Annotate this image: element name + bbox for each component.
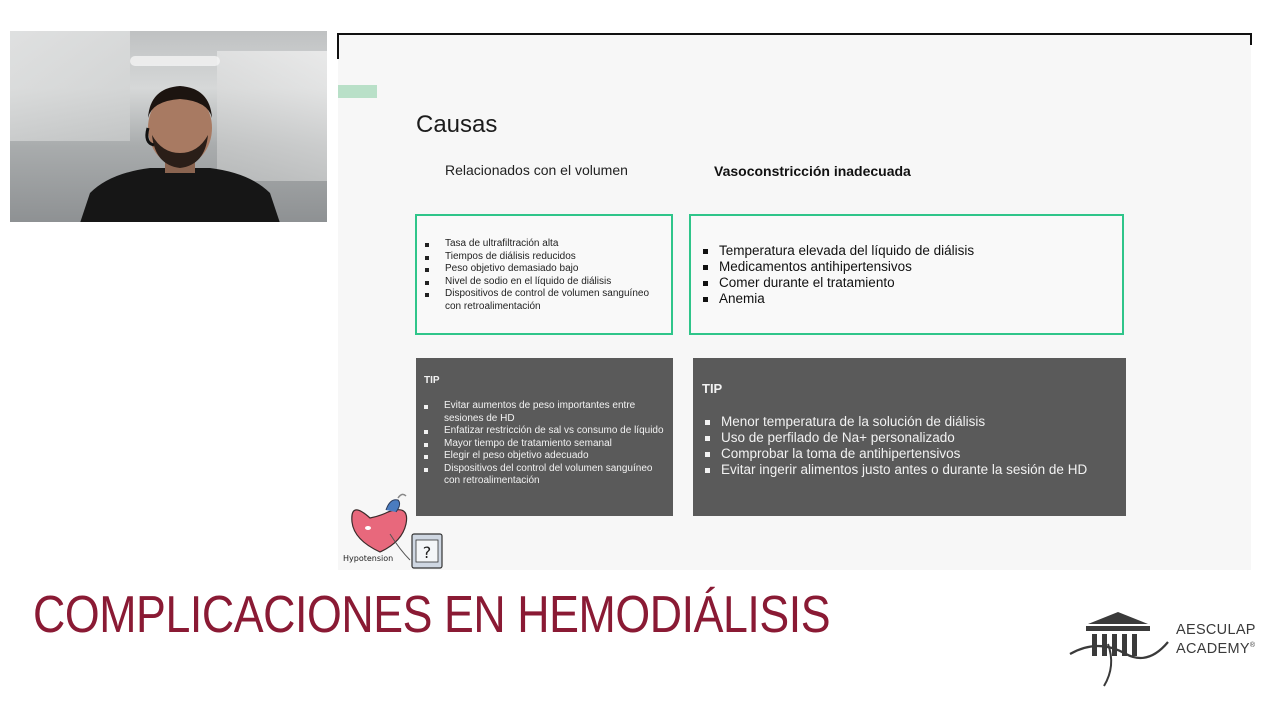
tip-label: TIP [424, 375, 440, 386]
list-item: Enfatizar restricción de sal vs consumo de líquido [416, 425, 666, 438]
list-item: Temperatura elevada del líquido de diálisis [691, 243, 1111, 259]
ceiling-light [130, 56, 220, 66]
logo-line-1: AESCULAP [1176, 622, 1256, 638]
list-item: Evitar ingerir alimentos justo antes o durante la sesión de HD [693, 462, 1118, 478]
vasoconstriction-causes-list [691, 243, 1111, 307]
logo-wordmark [1176, 622, 1256, 657]
volume-causes-list [417, 238, 667, 313]
list-item: Comprobar la toma de antihipertensivos [693, 446, 1118, 462]
webcam-feed [10, 31, 327, 222]
slide-frame-corner [337, 33, 339, 59]
vasoconstriction-heading: Vasoconstricción inadecuada [714, 163, 911, 179]
list-item: Tasa de ultrafiltración alta [417, 238, 667, 251]
slide-accent-tab [338, 85, 377, 98]
list-item: Medicamentos antihipertensivos [691, 259, 1111, 275]
presentation-slide [338, 33, 1251, 570]
vasoconstriction-tip-list [693, 414, 1118, 478]
svg-text:?: ? [422, 543, 432, 562]
presenter-figure [80, 73, 280, 222]
list-item: Menor temperatura de la solución de diálisis [693, 414, 1118, 430]
list-item: Elegir el peso objetivo adecuado [416, 450, 666, 463]
list-item: Comer durante el tratamiento [691, 275, 1111, 291]
list-item: Peso objetivo demasiado bajo [417, 263, 667, 276]
tip-label: TIP [702, 381, 723, 396]
list-item: Uso de perfilado de Na+ personalizado [693, 430, 1118, 446]
slide-frame-corner [1250, 33, 1252, 45]
list-item: Nivel de sodio en el líquido de diálisis [417, 276, 667, 289]
vasoconstriction-causes-box [689, 214, 1124, 335]
logo-line-2-text: ACADEMY [1176, 640, 1250, 657]
hypotension-label: Hypotension [343, 554, 394, 563]
video-title: COMPLICACIONES EN HEMODIÁLISIS [33, 586, 831, 644]
volume-tip-box [416, 358, 673, 516]
list-item: Evitar aumentos de peso importantes entre sesiones de HD [416, 400, 666, 425]
aesculap-academy-logo-icon [1068, 608, 1173, 690]
list-item: Dispositivos del control del volumen sanguíneo con retroalimentación [416, 463, 666, 488]
slide-title: Causas [416, 111, 498, 138]
logo-line-2 [1176, 638, 1256, 657]
registered-mark: ® [1249, 642, 1256, 649]
volume-heading: Relacionados con el volumen [445, 162, 628, 178]
list-item: Anemia [691, 291, 1111, 307]
list-item: Mayor tiempo de tratamiento semanal [416, 438, 666, 451]
list-item: Dispositivos de control de volumen sanguíneo con retroalimentación [417, 288, 667, 313]
volume-tip-list [416, 400, 666, 488]
volume-causes-box [415, 214, 673, 335]
list-item: Tiempos de diálisis reducidos [417, 251, 667, 264]
vasoconstriction-tip-box [693, 358, 1126, 516]
